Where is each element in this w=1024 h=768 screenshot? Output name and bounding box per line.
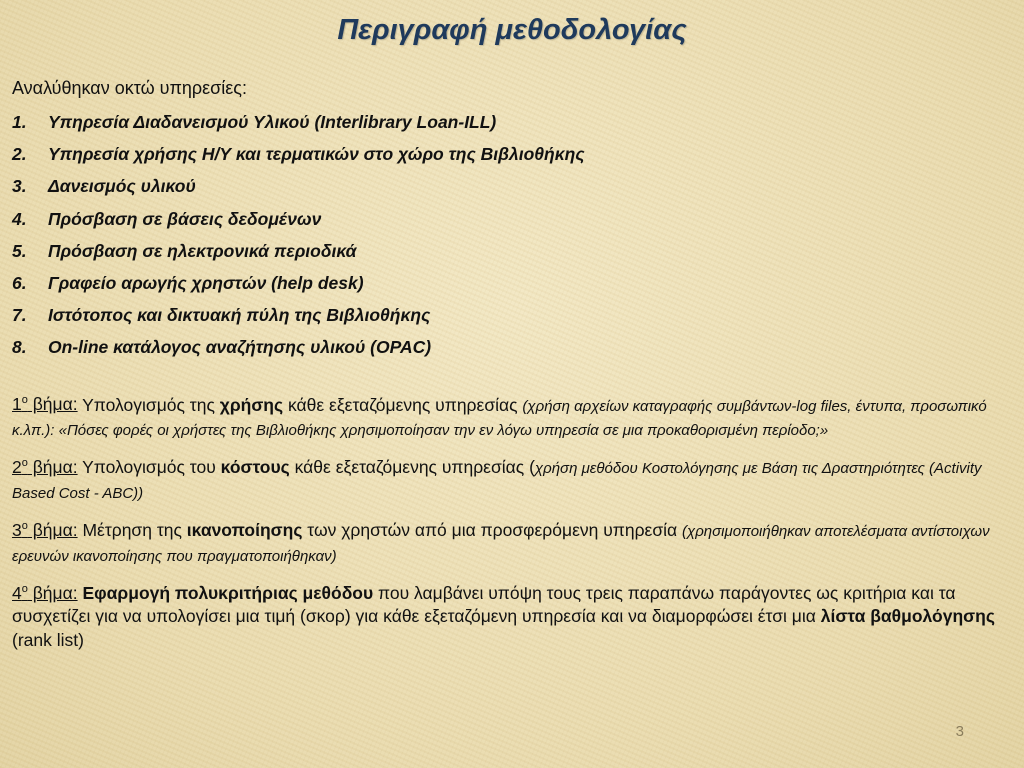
step-4: $4^o$ βήμα: Εφαρμογή πολυκριτήριας μεθόδου που λαμβάνει υπόψη τους τρεις παραπάνω παράγοντες ως κριτήρια και τα συσχετίζει για να υπολογίσει μια τιμή (σκορ) για κάθε εξεταζόμενη υπηρεσία και να διαμορφώσει έτσι μια λίστα βαθμολόγησης (rank list): [12, 582, 995, 650]
services-list: [12, 106, 1012, 364]
list-item-number: 3.: [12, 176, 27, 197]
list-item-number: 8.: [12, 337, 27, 358]
list-item: [12, 203, 1012, 235]
step-keyword: ικανοποίησης: [186, 520, 303, 541]
intro-text: Αναλύθηκαν οκτώ υπηρεσίες:: [12, 78, 247, 98]
list-item-label: Γραφείο αρωγής χρηστών (help desk): [48, 273, 364, 294]
list-item-number: 6.: [12, 273, 27, 294]
list-item: [12, 267, 1012, 299]
list-item: [12, 235, 1012, 267]
step-keyword: κόστους: [220, 457, 290, 478]
step-label: $4^o$ βήμα:: [12, 582, 78, 603]
step-3: $3^o$ βήμα: Μέτρηση της ικανοποίησης των χρηστών από μια προσφερόμενη υπηρεσία (χρησιμοποιήθηκαν αποτελέσματα αντίστοιχων ερευνών ικανοποίησης που πραγματοποιήθηκαν): [12, 520, 990, 565]
step-keyword: λίστα βαθμολόγησης: [820, 606, 995, 627]
slide-title: Περιγραφή μεθοδολογίας: [337, 14, 687, 46]
list-item-label: Ιστότοπος και δικτυακή πύλη της Βιβλιοθήκης: [48, 305, 431, 326]
list-item-number: 1.: [12, 112, 27, 132]
step-keyword: Εφαρμογή πολυκριτήριας μεθόδου: [82, 582, 374, 603]
list-item: [12, 170, 1012, 202]
step-note: (χρησιμοποιήθηκαν αποτελέσματα αντίστοιχων ερευνών ικανοποίησης που πραγματοποιήθηκαν): [12, 523, 990, 565]
list-item-label: On-line κατάλογος αναζήτησης υλικού (OPAC): [48, 337, 432, 358]
step-keyword: χρήσης: [219, 394, 284, 415]
list-item-label: Πρόσβαση σε βάσεις δεδομένων: [48, 208, 322, 229]
step-1: $1^o$ βήμα: Υπολογισμός της χρήσης κάθε εξεταζόμενης υπηρεσίας (χρήση αρχείων καταγραφής συμβάντων-log files, έντυπα, προσωπικό κ.λπ.): «Πόσες φορές οι χρήστες της Βιβλιοθήκης χρησιμοποίησαν την εν λόγω υπηρεσία σε μια προκαθορισμένη περίοδο;»: [12, 394, 987, 439]
list-item-number: 4.: [12, 208, 27, 229]
list-item: [12, 138, 1012, 170]
list-item-number: 2.: [12, 144, 27, 165]
list-item: [12, 299, 1012, 331]
step-label: $3^o$ βήμα:: [12, 520, 78, 541]
step-label: $2^o$ βήμα:: [12, 457, 78, 478]
list-item-label: Δανεισμός υλικού: [48, 176, 196, 197]
list-item-label: Υπηρεσία χρήσης Η/Υ και τερματικών στο χώρο της Βιβλιοθήκης: [48, 144, 585, 165]
list-item-number: 7.: [12, 305, 27, 326]
page-number: 3: [955, 723, 964, 740]
list-item: [12, 106, 1012, 138]
list-item-label: Πρόσβαση σε ηλεκτρονικά περιοδικά: [48, 240, 357, 261]
list-item-number: 5.: [12, 240, 27, 261]
step-note: χρήση μεθόδου Κοστολόγησης με Βάση τις Δραστηριότητες (Activity Based Cost - ABC)): [12, 460, 982, 502]
slide-content: [12, 74, 1012, 662]
methodology-steps: [12, 390, 1012, 653]
step-note: (χρήση αρχείων καταγραφής συμβάντων-log files, έντυπα, προσωπικό κ.λπ.): «Πόσες φορές οι χρήστες της Βιβλιοθήκης χρησιμοποίησαν την εν λόγω υπηρεσία σε μια προκαθορισμένη περίοδο;»: [12, 397, 987, 439]
list-item-label: Υπηρεσία Διαδανεισμού Υλικού (Interlibrary Loan-ILL): [48, 112, 497, 132]
step-label: $1^o$ βήμα:: [12, 394, 78, 415]
step-2: $2^o$ βήμα: Υπολογισμός του κόστους κάθε εξεταζόμενης υπηρεσίας (χρήση μεθόδου Κοστολόγησης με Βάση τις Δραστηριότητες (Activity Based Cost - ABC)): [12, 457, 982, 502]
list-item: [12, 331, 1012, 363]
